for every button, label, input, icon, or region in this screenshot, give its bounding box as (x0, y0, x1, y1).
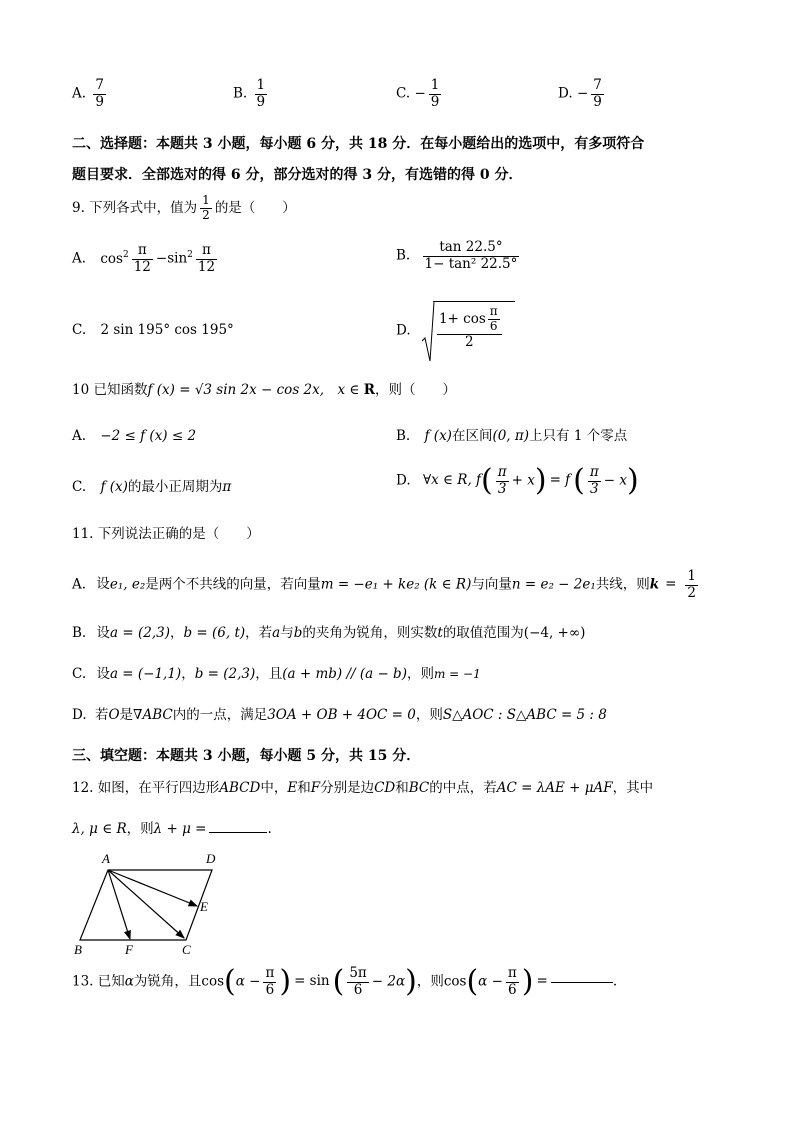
stem-text: 的是（ ） (214, 199, 296, 216)
equals: = (665, 576, 677, 593)
expression: λ, μ ∈ R (72, 821, 127, 837)
function-expression: f (x) = √3 sin 2x − cos 2x, x ∈ (147, 382, 364, 398)
numerator: 1 (430, 77, 440, 93)
left-paren: ( (332, 964, 345, 1000)
text: 中， (260, 780, 288, 796)
denominator: 9 (95, 93, 104, 110)
q11-option-d (72, 709, 607, 723)
radical-sign-icon (421, 301, 437, 363)
q10-option-c (72, 481, 231, 495)
left-paren: ( (481, 463, 493, 499)
cos-text: cos (201, 973, 225, 990)
text: 的中点，若 (429, 780, 497, 796)
var: BC (408, 780, 430, 796)
q8-option-c (396, 78, 444, 110)
pi-symbol: π (222, 479, 232, 495)
vector-equation: AC = λAE + μAF (496, 780, 613, 796)
denominator: 6 (353, 981, 363, 998)
text: 设 (96, 576, 110, 593)
q9-option-a (72, 243, 220, 275)
option-label: B. (396, 428, 411, 444)
vector-ae (108, 870, 197, 906)
expression: + x (511, 472, 535, 489)
q11-option-b (72, 627, 585, 641)
t-var: t (437, 625, 443, 641)
text: . (267, 821, 272, 837)
q8-option-a (72, 78, 109, 110)
comma: ， (181, 666, 195, 682)
label-b: B (74, 942, 82, 957)
vector-a: a (272, 625, 281, 641)
numerator: π (507, 965, 517, 981)
numerator: tan 22.5° (423, 240, 520, 257)
numerator-text: 1+ cos (438, 310, 486, 327)
expression: (a + mb) // (a − b) (282, 666, 407, 682)
text: . (612, 973, 618, 990)
option-label: A. (72, 576, 87, 593)
denominator: 1− tan² 22.5° (424, 255, 518, 272)
text: 上只有 1 个零点 (529, 428, 628, 444)
numerator: π (497, 464, 507, 480)
q12-line1 (72, 782, 653, 796)
cos-text: cos (443, 973, 467, 990)
denominator: 9 (256, 93, 266, 110)
vector-a: a = (−1,1) (109, 666, 182, 682)
option-label: A. (72, 250, 87, 267)
text: 的夹角为锐角，则实数 (302, 625, 438, 641)
option-label: D. (72, 707, 87, 723)
vector-n: n = e₂ − 2e₁ (511, 576, 596, 593)
q10-option-b (396, 430, 627, 444)
vectors: e₁, e₂ (109, 576, 146, 593)
option-label: D. (396, 472, 411, 489)
expression: α − (478, 973, 503, 990)
equals: = (536, 973, 548, 990)
text: 和 (297, 780, 311, 796)
fraction-half (200, 194, 212, 223)
vector-m: m = −e₁ + ke₂ (k ∈ R) (320, 576, 472, 593)
minus-sign: − (155, 250, 168, 267)
denominator: 2 (202, 207, 210, 222)
text: 分别是边 (320, 780, 375, 796)
q9-stem (72, 194, 296, 223)
text: 设 (96, 625, 111, 641)
question-number: 10 (72, 382, 90, 398)
denominator: 12 (133, 258, 151, 275)
text: 与向量 (471, 576, 512, 593)
option-label: C. (72, 322, 87, 338)
text: 为锐角，且 (133, 973, 202, 990)
cos-text: cos (100, 250, 123, 267)
fraction (255, 78, 268, 110)
stem-text: 9. 下列各式中，值为 (72, 199, 198, 216)
fraction (347, 966, 368, 998)
text: 是 (119, 707, 134, 723)
expression: λ + μ = (153, 821, 207, 837)
option-label: A. (72, 428, 87, 444)
numerator: 1 (687, 568, 697, 584)
label-c: C (182, 942, 191, 957)
label-d: D (206, 851, 216, 866)
q10-stem (72, 384, 456, 398)
q9-option-b (396, 240, 522, 272)
section2-line2: 题目要求．全部选对的得 6 分，部分选对的得 3 分，有选错的得 0 分． (72, 167, 523, 183)
sign: − (576, 85, 589, 102)
pi-over-6 (488, 305, 500, 334)
vector-equation: 3OA + OB + 4OC = 0 (267, 707, 416, 723)
var: F (310, 780, 321, 796)
label-a: A (102, 851, 110, 866)
option-label: C. (72, 666, 87, 682)
denominator: 6 (489, 318, 498, 333)
right-paren: ) (626, 463, 639, 499)
exponent: 2 (187, 250, 193, 261)
text: ，则 (406, 666, 434, 682)
option-label: B. (396, 247, 411, 264)
text: 13. 已知 (72, 973, 125, 990)
text: ，则 (416, 973, 444, 990)
right-paren: ) (521, 964, 534, 1000)
right-paren: ) (405, 964, 417, 1000)
expression: = f (549, 472, 571, 489)
q11-stem: 11. 下列说法正确的是（ ） (72, 526, 260, 542)
numerator: π (589, 464, 599, 480)
text: 设 (96, 666, 110, 682)
exponent: 2 (122, 250, 129, 261)
q9-option-d (396, 301, 515, 361)
denominator: 9 (593, 93, 602, 110)
text: 共线，则 (595, 576, 650, 593)
triangle: ∇ABC (133, 707, 173, 723)
option-label: D. (558, 85, 573, 102)
area-ratio: S△AOC : S△ABC = 5 : 8 (442, 707, 607, 723)
section3-title: 三、填空题：本题共 3 小题，每小题 5 分，共 15 分． (72, 748, 421, 764)
expression: − x (603, 472, 627, 489)
q13-stem (72, 966, 617, 998)
denominator: 2 (687, 584, 697, 601)
k-var: k (649, 576, 660, 593)
q8-option-d (558, 78, 607, 110)
expression: −2 ≤ f (x) ≤ 2 (100, 428, 197, 444)
left-paren: ( (466, 964, 479, 1000)
fraction (685, 569, 698, 601)
q10-option-d (396, 465, 639, 497)
fraction (591, 78, 604, 110)
fraction (437, 305, 502, 350)
expression: 2 sin 195° cos 195° (100, 322, 234, 338)
fraction (196, 243, 217, 275)
option-label: A. (72, 85, 87, 102)
text: ，其中 (612, 780, 654, 796)
fraction (93, 78, 106, 110)
interval: (0, π) (492, 428, 530, 444)
vector-b: b (293, 625, 303, 641)
range: (−4, +∞) (523, 625, 586, 641)
fraction (496, 465, 509, 497)
sign: − (414, 85, 426, 102)
sin-text: sin (167, 250, 188, 267)
point-o: O (108, 707, 120, 723)
numerator: 1 (202, 193, 210, 207)
text: 若 (94, 707, 109, 723)
stem-text: ，则（ ） (374, 382, 456, 398)
left-paren: ( (573, 463, 585, 499)
q8-option-b (233, 78, 270, 110)
stem-text: 已知函数 (93, 382, 148, 398)
expression: − 2α (371, 973, 406, 990)
numerator: 7 (593, 77, 602, 93)
comma: ， (169, 625, 184, 641)
denominator: 9 (430, 93, 440, 110)
fraction (506, 966, 519, 998)
q11-option-a (72, 569, 701, 601)
right-paren: ) (279, 964, 292, 1000)
option-label: C. (72, 479, 87, 495)
text: ，则 (126, 821, 154, 837)
text: ，则 (415, 707, 443, 723)
answer-blank[interactable] (209, 832, 267, 833)
m-value: m = −1 (433, 667, 481, 681)
fraction (132, 243, 153, 275)
var: E (287, 780, 298, 796)
q9-option-c (72, 324, 234, 338)
var: CD (374, 780, 396, 796)
var: ABCD (219, 780, 261, 796)
numerator: π (132, 243, 153, 260)
option-label: C. (396, 85, 411, 102)
numerator: 5π (349, 965, 367, 981)
q11-option-c (72, 668, 481, 682)
denominator: 6 (508, 981, 517, 998)
sqrt-expression (421, 301, 515, 361)
fraction (423, 240, 520, 272)
numerator: π (265, 965, 275, 981)
label-e: E (200, 899, 208, 914)
fraction (588, 465, 601, 497)
numerator (437, 305, 502, 335)
label-f: F (125, 942, 133, 957)
expression: ∀x ∈ R, f (422, 472, 482, 489)
q10-option-a (72, 430, 196, 444)
fraction (429, 78, 442, 110)
function-f: f (x) (100, 479, 128, 495)
vector-b: b = (2,3) (194, 666, 256, 682)
expression: α − (235, 973, 261, 990)
text: 的取值范围为 (442, 625, 524, 641)
option-label: B. (72, 625, 87, 641)
vector-b: b = (6, t) (183, 625, 246, 641)
denominator: 3 (497, 480, 507, 497)
q12-line2 (72, 823, 272, 837)
answer-blank[interactable] (551, 982, 613, 983)
parallelogram-figure (70, 848, 230, 958)
text: 内的一点，满足 (172, 707, 268, 723)
denominator: 6 (265, 981, 275, 998)
fraction (263, 966, 276, 998)
text: 与 (280, 625, 294, 641)
radical-bar (433, 301, 515, 302)
numerator: π (196, 243, 217, 260)
right-paren: ) (534, 463, 547, 499)
text: 在区间 (451, 428, 493, 444)
vector-a: a = (2,3) (110, 625, 170, 641)
text: 12. 如图，在平行四边形 (72, 780, 220, 796)
text: 是两个不共线的向量，若向量 (145, 576, 321, 593)
parallelogram-shape (80, 870, 212, 940)
text: 和 (395, 780, 409, 796)
alpha: α (124, 973, 134, 990)
text: ，且 (255, 666, 283, 682)
text: 的最小正周期为 (127, 479, 223, 495)
text: ，若 (245, 625, 273, 641)
function-f: f (x) (424, 428, 452, 444)
section2-line1: 二、选择题：本题共 3 小题，每小题 6 分，共 18 分．在每小题给出的选项中，有多项符合 (72, 136, 645, 152)
real-set: R (363, 382, 375, 398)
left-paren: ( (224, 964, 236, 1000)
denominator: 2 (464, 333, 474, 350)
option-label: D. (396, 322, 411, 339)
denominator: 3 (590, 480, 599, 497)
expression: = sin (294, 973, 330, 990)
numerator: 7 (95, 77, 104, 93)
denominator: 12 (197, 258, 216, 275)
numerator: π (489, 304, 498, 318)
option-label: B. (233, 85, 248, 102)
numerator: 1 (256, 77, 266, 93)
